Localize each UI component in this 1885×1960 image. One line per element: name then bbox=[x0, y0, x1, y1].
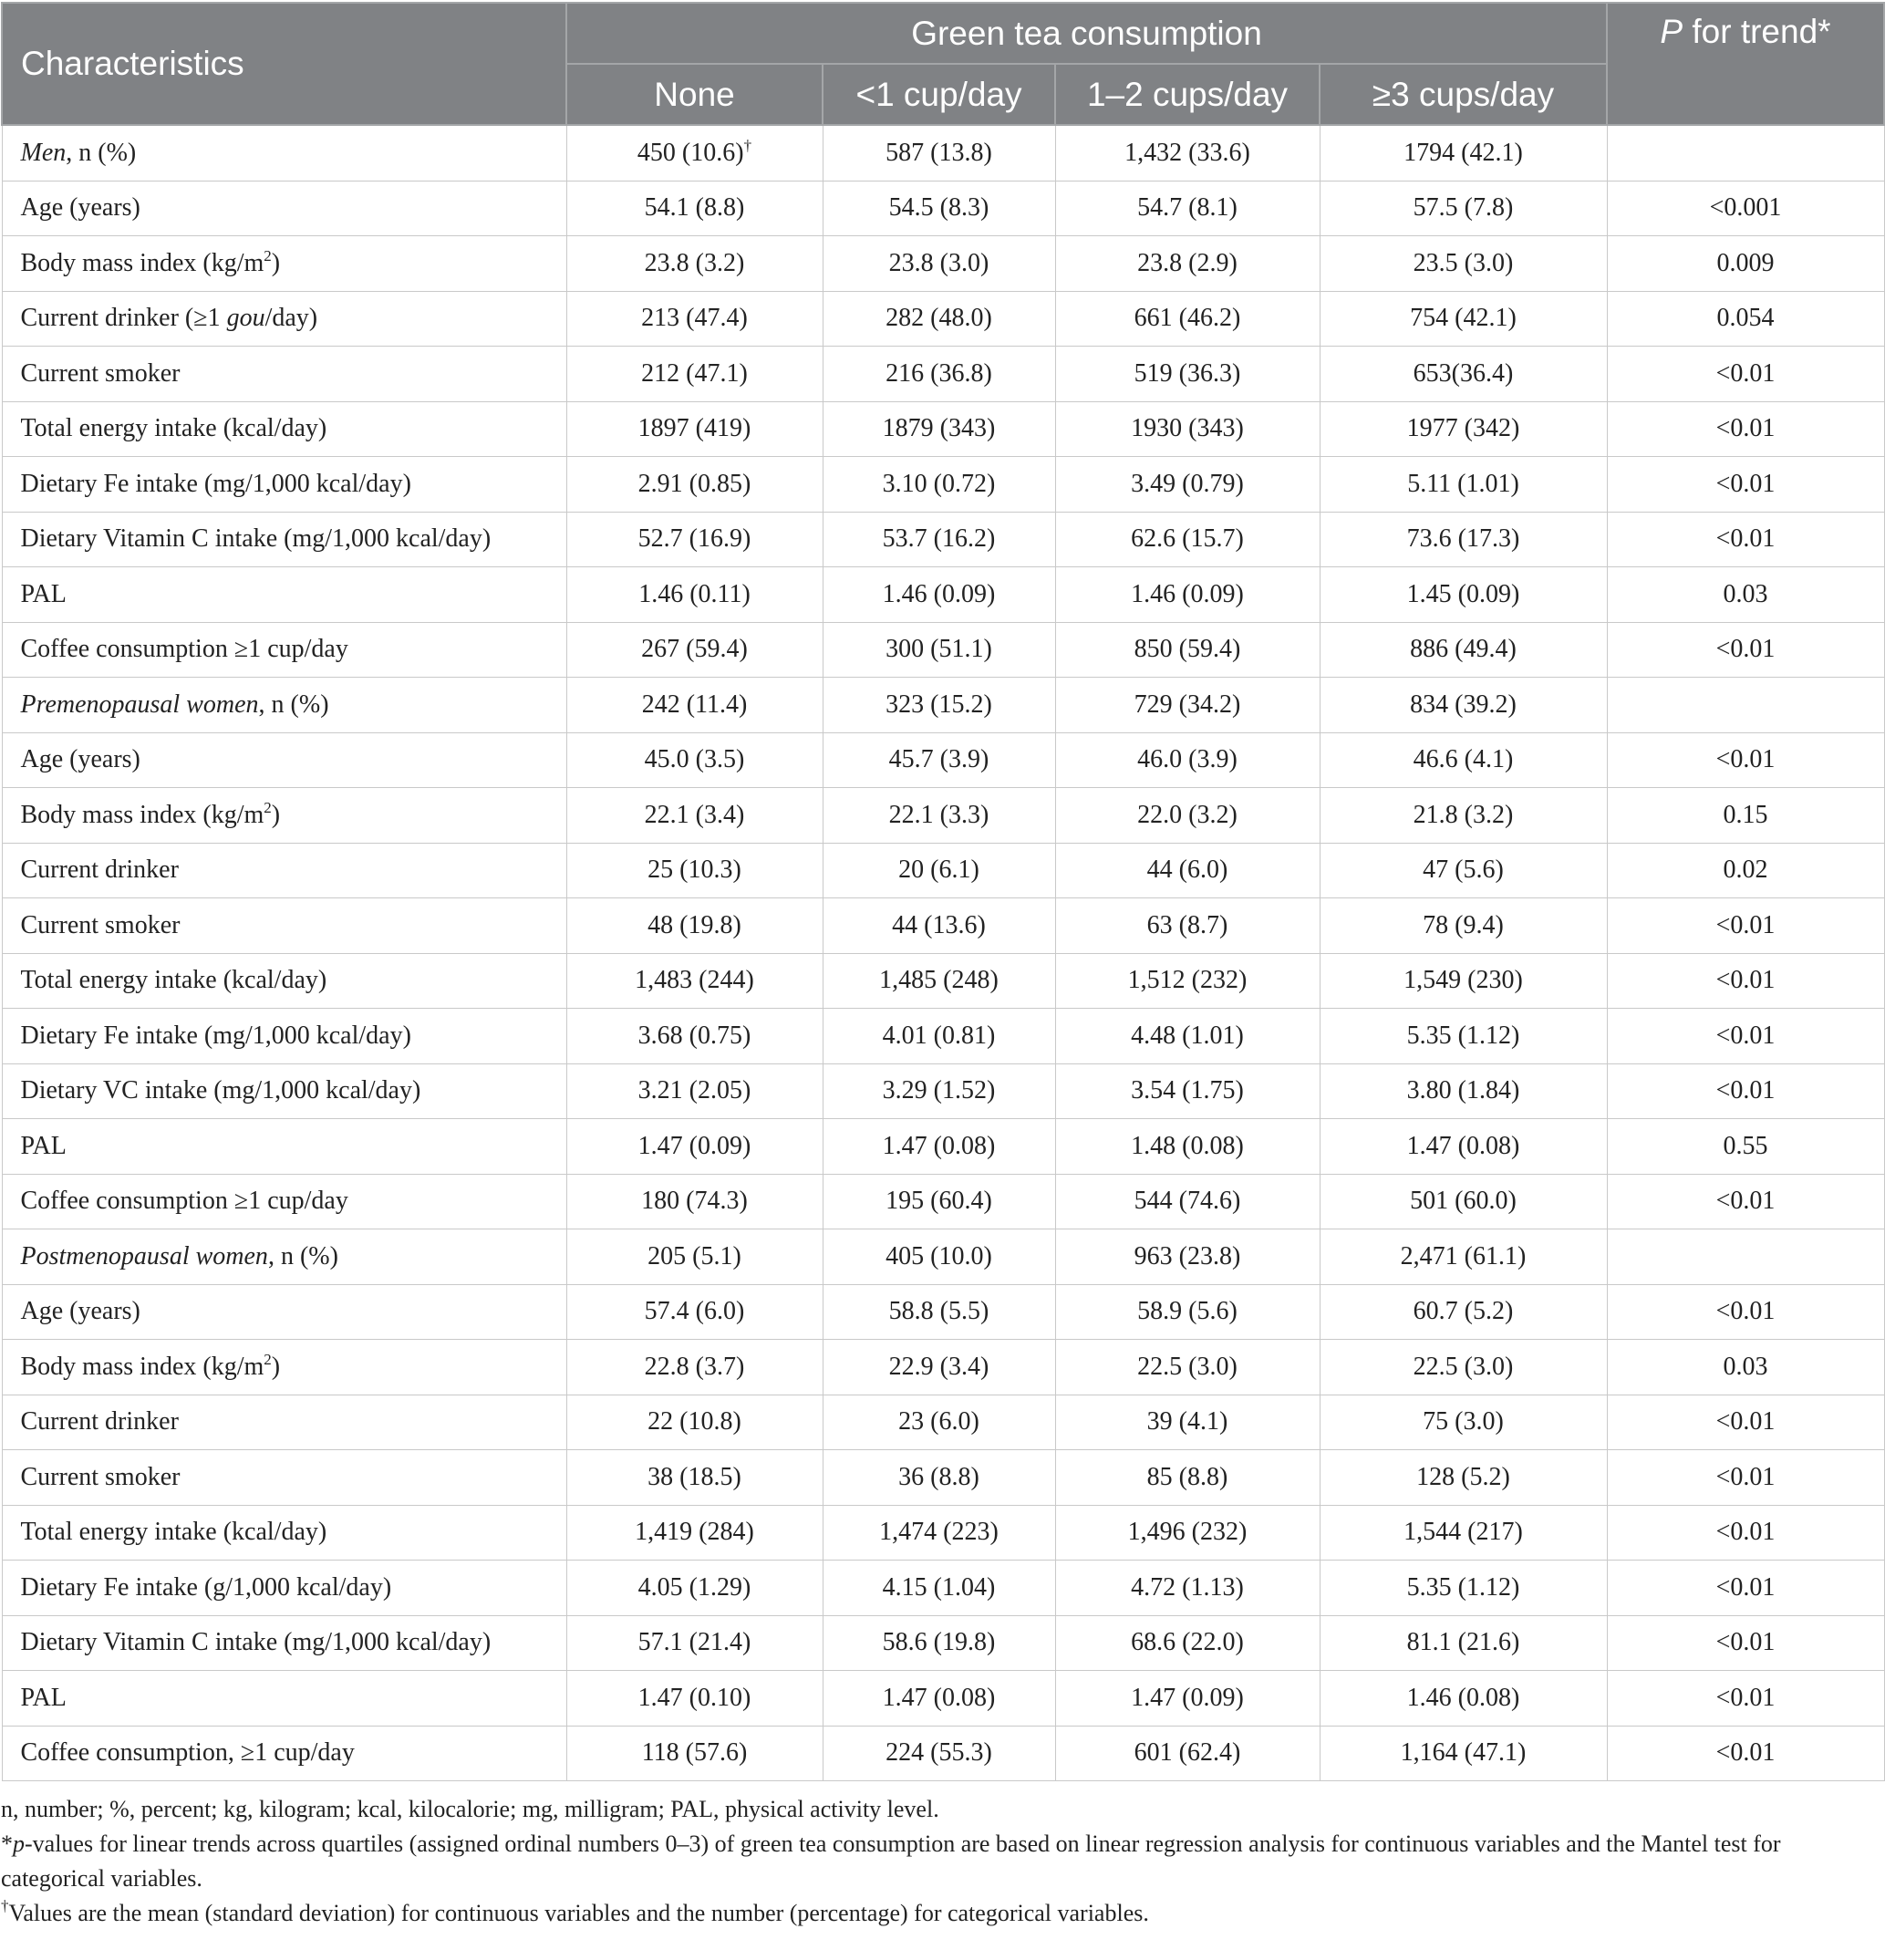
table-row bbox=[2, 732, 1884, 788]
data-cell: 46.6 (4.1) bbox=[1320, 732, 1607, 788]
table-row bbox=[2, 1119, 1884, 1175]
data-cell: 22.5 (3.0) bbox=[1055, 1340, 1320, 1395]
p-trend-cell: <0.01 bbox=[1607, 622, 1884, 678]
data-cell: 1897 (419) bbox=[566, 401, 823, 457]
data-cell: 58.8 (5.5) bbox=[823, 1284, 1055, 1340]
data-cell: 834 (39.2) bbox=[1320, 678, 1607, 733]
table-row bbox=[2, 401, 1884, 457]
p-trend-cell: 0.02 bbox=[1607, 843, 1884, 898]
data-cell: 300 (51.1) bbox=[823, 622, 1055, 678]
header-p-trend bbox=[1607, 3, 1884, 125]
data-cell: 23.8 (3.0) bbox=[823, 236, 1055, 292]
data-cell: 1.47 (0.08) bbox=[823, 1119, 1055, 1175]
data-cell: 23.8 (2.9) bbox=[1055, 236, 1320, 292]
data-cell: 54.5 (8.3) bbox=[823, 181, 1055, 236]
characteristics-table bbox=[1, 2, 1885, 1781]
data-cell: 22.1 (3.4) bbox=[566, 788, 823, 844]
p-trend-cell: <0.01 bbox=[1607, 401, 1884, 457]
data-cell: 20 (6.1) bbox=[823, 843, 1055, 898]
row-label: Current smoker bbox=[2, 347, 566, 402]
data-cell: 1,496 (232) bbox=[1055, 1505, 1320, 1561]
data-cell: 73.6 (17.3) bbox=[1320, 512, 1607, 567]
data-cell: 4.05 (1.29) bbox=[566, 1561, 823, 1616]
data-cell: 2.91 (0.85) bbox=[566, 457, 823, 513]
p-trend-cell bbox=[1607, 125, 1884, 181]
data-cell: 23.5 (3.0) bbox=[1320, 236, 1607, 292]
header-col-1to2: 1–2 cups/day bbox=[1055, 64, 1320, 125]
data-cell: 128 (5.2) bbox=[1320, 1450, 1607, 1506]
data-cell: 1.46 (0.09) bbox=[823, 567, 1055, 623]
data-cell: 4.48 (1.01) bbox=[1055, 1009, 1320, 1064]
data-cell: 1,419 (284) bbox=[566, 1505, 823, 1561]
data-cell: 52.7 (16.9) bbox=[566, 512, 823, 567]
row-label: Dietary Vitamin C intake (mg/1,000 kcal/day) bbox=[2, 1615, 566, 1671]
row-label: Body mass index $(kg/m^2)$ bbox=[2, 236, 566, 292]
data-cell: 213 (47.4) bbox=[566, 291, 823, 347]
data-cell: 1930 (343) bbox=[1055, 401, 1320, 457]
row-label: Dietary VC intake (mg/1,000 kcal/day) bbox=[2, 1063, 566, 1119]
data-cell: 1.46 (0.09) bbox=[1055, 567, 1320, 623]
table-row bbox=[2, 622, 1884, 678]
data-cell: 224 (55.3) bbox=[823, 1726, 1055, 1781]
row-label: Dietary Fe intake (g/1,000 kcal/day) bbox=[2, 1561, 566, 1616]
row-label: Dietary Vitamin C intake (mg/1,000 kcal/day) bbox=[2, 512, 566, 567]
data-cell: 282 (48.0) bbox=[823, 291, 1055, 347]
data-cell: 1,549 (230) bbox=[1320, 953, 1607, 1009]
data-cell: 323 (15.2) bbox=[823, 678, 1055, 733]
row-label: Coffee consumption ≥1 cup/day bbox=[2, 1174, 566, 1229]
data-cell: 195 (60.4) bbox=[823, 1174, 1055, 1229]
data-cell: 1.47 (0.08) bbox=[1320, 1119, 1607, 1175]
row-label: Body mass index $(kg/m^2)$ bbox=[2, 1340, 566, 1395]
p-trend-cell: <0.01 bbox=[1607, 1063, 1884, 1119]
table-body bbox=[2, 125, 1884, 1781]
row-label: Dietary Fe intake (mg/1,000 kcal/day) bbox=[2, 1009, 566, 1064]
data-cell: 1,474 (223) bbox=[823, 1505, 1055, 1561]
data-cell: 1,164 (47.1) bbox=[1320, 1726, 1607, 1781]
data-cell: 23.8 (3.2) bbox=[566, 236, 823, 292]
data-cell: 1,485 (248) bbox=[823, 953, 1055, 1009]
table-row bbox=[2, 1505, 1884, 1561]
data-cell: 267 (59.4) bbox=[566, 622, 823, 678]
table-row bbox=[2, 1284, 1884, 1340]
data-cell: 1.47 (0.08) bbox=[823, 1671, 1055, 1727]
p-trend-cell: <0.01 bbox=[1607, 1671, 1884, 1727]
data-cell: 44 (6.0) bbox=[1055, 843, 1320, 898]
table-row bbox=[2, 236, 1884, 292]
row-label: Age (years) bbox=[2, 181, 566, 236]
table-row bbox=[2, 512, 1884, 567]
table-row bbox=[2, 1671, 1884, 1727]
row-label: Current drinker bbox=[2, 1395, 566, 1450]
data-cell: 3.68 (0.75) bbox=[566, 1009, 823, 1064]
data-cell: 1794 (42.1) bbox=[1320, 125, 1607, 181]
data-cell: 1879 (343) bbox=[823, 401, 1055, 457]
header-characteristics: Characteristics bbox=[2, 3, 566, 125]
data-cell: 5.35 (1.12) bbox=[1320, 1009, 1607, 1064]
data-cell: 57.1 (21.4) bbox=[566, 1615, 823, 1671]
header-p-italic: P bbox=[1660, 13, 1683, 50]
data-cell: 205 (5.1) bbox=[566, 1229, 823, 1285]
data-cell: 38 (18.5) bbox=[566, 1450, 823, 1506]
header-col-lt1: <1 cup/day bbox=[823, 64, 1055, 125]
table-row bbox=[2, 125, 1884, 181]
table-row bbox=[2, 457, 1884, 513]
p-trend-cell: <0.01 bbox=[1607, 898, 1884, 954]
row-label: Coffee consumption ≥1 cup/day bbox=[2, 622, 566, 678]
data-cell: 405 (10.0) bbox=[823, 1229, 1055, 1285]
row-label: PAL bbox=[2, 1671, 566, 1727]
data-cell: 212 (47.1) bbox=[566, 347, 823, 402]
data-cell: 85 (8.8) bbox=[1055, 1450, 1320, 1506]
data-cell: 1.46 (0.08) bbox=[1320, 1671, 1607, 1727]
data-cell: 53.7 (16.2) bbox=[823, 512, 1055, 567]
data-cell: 44 (13.6) bbox=[823, 898, 1055, 954]
p-trend-cell: <0.01 bbox=[1607, 457, 1884, 513]
p-trend-cell: <0.01 bbox=[1607, 1726, 1884, 1781]
p-trend-cell: <0.01 bbox=[1607, 1395, 1884, 1450]
footnote-abbreviations: n, number; %, percent; kg, kilogram; kcal, kilocalorie; mg, milligram; PAL, physical activity level. bbox=[1, 1796, 939, 1822]
data-cell: 48 (19.8) bbox=[566, 898, 823, 954]
data-cell: 36 (8.8) bbox=[823, 1450, 1055, 1506]
data-cell: 754 (42.1) bbox=[1320, 291, 1607, 347]
table-footnotes bbox=[1, 1792, 1880, 1931]
table-row bbox=[2, 1561, 1884, 1616]
row-label: Dietary Fe intake (mg/1,000 kcal/day) bbox=[2, 457, 566, 513]
data-cell: 22.5 (3.0) bbox=[1320, 1340, 1607, 1395]
row-label: Total energy intake (kcal/day) bbox=[2, 953, 566, 1009]
table-row bbox=[2, 1726, 1884, 1781]
data-cell: 22 (10.8) bbox=[566, 1395, 823, 1450]
data-cell: 1,432 (33.6) bbox=[1055, 125, 1320, 181]
table-row bbox=[2, 953, 1884, 1009]
data-cell: 21.8 (3.2) bbox=[1320, 788, 1607, 844]
data-cell: 45.7 (3.9) bbox=[823, 732, 1055, 788]
table-row bbox=[2, 347, 1884, 402]
data-cell: 23 (6.0) bbox=[823, 1395, 1055, 1450]
table-row bbox=[2, 843, 1884, 898]
row-label: PAL bbox=[2, 567, 566, 623]
data-cell: 1.47 (0.09) bbox=[1055, 1671, 1320, 1727]
data-cell: 729 (34.2) bbox=[1055, 678, 1320, 733]
data-cell: 58.9 (5.6) bbox=[1055, 1284, 1320, 1340]
row-label: Current drinker (≥1 gou/day) bbox=[2, 291, 566, 347]
table-row bbox=[2, 1063, 1884, 1119]
row-label: Age (years) bbox=[2, 1284, 566, 1340]
table-row bbox=[2, 567, 1884, 623]
data-cell: 450 (10.6)† bbox=[566, 125, 823, 181]
p-trend-cell: <0.001 bbox=[1607, 181, 1884, 236]
data-cell: 47 (5.6) bbox=[1320, 843, 1607, 898]
p-trend-cell bbox=[1607, 1229, 1884, 1285]
table-row bbox=[2, 1450, 1884, 1506]
table-row bbox=[2, 898, 1884, 954]
header-col-ge3: ≥3 cups/day bbox=[1320, 64, 1607, 125]
data-cell: 963 (23.8) bbox=[1055, 1229, 1320, 1285]
table-row bbox=[2, 788, 1884, 844]
p-trend-cell: <0.01 bbox=[1607, 1284, 1884, 1340]
p-trend-cell bbox=[1607, 678, 1884, 733]
data-cell: 1.48 (0.08) bbox=[1055, 1119, 1320, 1175]
data-cell: 4.72 (1.13) bbox=[1055, 1561, 1320, 1616]
data-cell: 3.80 (1.84) bbox=[1320, 1063, 1607, 1119]
data-cell: 601 (62.4) bbox=[1055, 1726, 1320, 1781]
data-cell: 22.0 (3.2) bbox=[1055, 788, 1320, 844]
data-cell: 3.21 (2.05) bbox=[566, 1063, 823, 1119]
table-row bbox=[2, 1174, 1884, 1229]
data-cell: 22.8 (3.7) bbox=[566, 1340, 823, 1395]
table-row bbox=[2, 291, 1884, 347]
data-cell: 58.6 (19.8) bbox=[823, 1615, 1055, 1671]
p-trend-cell: <0.01 bbox=[1607, 512, 1884, 567]
data-cell: 118 (57.6) bbox=[566, 1726, 823, 1781]
row-label: Coffee consumption, ≥1 cup/day bbox=[2, 1726, 566, 1781]
data-cell: 3.49 (0.79) bbox=[1055, 457, 1320, 513]
table-row bbox=[2, 1340, 1884, 1395]
p-trend-cell: <0.01 bbox=[1607, 1009, 1884, 1064]
row-label: Current smoker bbox=[2, 898, 566, 954]
data-cell: 501 (60.0) bbox=[1320, 1174, 1607, 1229]
data-cell: 653(36.4) bbox=[1320, 347, 1607, 402]
data-cell: 4.01 (0.81) bbox=[823, 1009, 1055, 1064]
row-label: Total energy intake (kcal/day) bbox=[2, 401, 566, 457]
row-label: PAL bbox=[2, 1119, 566, 1175]
data-cell: 1.47 (0.10) bbox=[566, 1671, 823, 1727]
data-cell: 63 (8.7) bbox=[1055, 898, 1320, 954]
data-cell: 1.46 (0.11) bbox=[566, 567, 823, 623]
table-header bbox=[2, 3, 1884, 125]
header-col-none: None bbox=[566, 64, 823, 125]
p-trend-cell: <0.01 bbox=[1607, 347, 1884, 402]
table-row bbox=[2, 1615, 1884, 1671]
table-row bbox=[2, 181, 1884, 236]
data-cell: 22.1 (3.3) bbox=[823, 788, 1055, 844]
data-cell: 180 (74.3) bbox=[566, 1174, 823, 1229]
row-label: Premenopausal women, n (%) bbox=[2, 678, 566, 733]
data-cell: 81.1 (21.6) bbox=[1320, 1615, 1607, 1671]
data-cell: 46.0 (3.9) bbox=[1055, 732, 1320, 788]
p-trend-cell: <0.01 bbox=[1607, 1615, 1884, 1671]
data-cell: 54.7 (8.1) bbox=[1055, 181, 1320, 236]
data-cell: 3.54 (1.75) bbox=[1055, 1063, 1320, 1119]
data-cell: 661 (46.2) bbox=[1055, 291, 1320, 347]
row-label: Men, n (%) bbox=[2, 125, 566, 181]
row-label: Postmenopausal women, n (%) bbox=[2, 1229, 566, 1285]
data-cell: 57.4 (6.0) bbox=[566, 1284, 823, 1340]
data-cell: 1,544 (217) bbox=[1320, 1505, 1607, 1561]
table-row bbox=[2, 1395, 1884, 1450]
p-trend-cell: <0.01 bbox=[1607, 1561, 1884, 1616]
data-cell: 39 (4.1) bbox=[1055, 1395, 1320, 1450]
p-trend-cell: <0.01 bbox=[1607, 732, 1884, 788]
row-label: Current drinker bbox=[2, 843, 566, 898]
data-cell: 1,483 (244) bbox=[566, 953, 823, 1009]
data-cell: 57.5 (7.8) bbox=[1320, 181, 1607, 236]
row-label: Age (years) bbox=[2, 732, 566, 788]
data-cell: 3.10 (0.72) bbox=[823, 457, 1055, 513]
table-row bbox=[2, 678, 1884, 733]
data-cell: 587 (13.8) bbox=[823, 125, 1055, 181]
data-cell: 25 (10.3) bbox=[566, 843, 823, 898]
data-cell: 1,512 (232) bbox=[1055, 953, 1320, 1009]
p-trend-cell: <0.01 bbox=[1607, 1174, 1884, 1229]
data-cell: 68.6 (22.0) bbox=[1055, 1615, 1320, 1671]
data-cell: 544 (74.6) bbox=[1055, 1174, 1320, 1229]
p-trend-cell: 0.15 bbox=[1607, 788, 1884, 844]
data-cell: 1977 (342) bbox=[1320, 401, 1607, 457]
p-trend-cell: 0.009 bbox=[1607, 236, 1884, 292]
header-green-tea-group: Green tea consumption bbox=[566, 3, 1607, 64]
p-trend-cell: 0.03 bbox=[1607, 1340, 1884, 1395]
table-row bbox=[2, 1009, 1884, 1064]
p-trend-cell: 0.55 bbox=[1607, 1119, 1884, 1175]
p-trend-cell: 0.03 bbox=[1607, 567, 1884, 623]
data-cell: 2,471 (61.1) bbox=[1320, 1229, 1607, 1285]
data-cell: 5.35 (1.12) bbox=[1320, 1561, 1607, 1616]
row-label: Current smoker bbox=[2, 1450, 566, 1506]
data-cell: 78 (9.4) bbox=[1320, 898, 1607, 954]
data-cell: 60.7 (5.2) bbox=[1320, 1284, 1607, 1340]
header-p-rest: for trend* bbox=[1683, 13, 1831, 50]
row-label: Total energy intake (kcal/day) bbox=[2, 1505, 566, 1561]
data-cell: 54.1 (8.8) bbox=[566, 181, 823, 236]
table-row bbox=[2, 1229, 1884, 1285]
data-cell: 886 (49.4) bbox=[1320, 622, 1607, 678]
row-label: Body mass index $(kg/m^2)$ bbox=[2, 788, 566, 844]
data-cell: 4.15 (1.04) bbox=[823, 1561, 1055, 1616]
p-trend-cell: <0.01 bbox=[1607, 1505, 1884, 1561]
data-cell: 216 (36.8) bbox=[823, 347, 1055, 402]
p-trend-cell: <0.01 bbox=[1607, 953, 1884, 1009]
footnote-values: †Values are the mean (standard deviation) for continuous variables and the number (percentage) for categorical variables. bbox=[1, 1897, 1149, 1926]
data-cell: 62.6 (15.7) bbox=[1055, 512, 1320, 567]
data-cell: 22.9 (3.4) bbox=[823, 1340, 1055, 1395]
data-cell: 850 (59.4) bbox=[1055, 622, 1320, 678]
header-row-1 bbox=[2, 3, 1884, 64]
data-cell: 75 (3.0) bbox=[1320, 1395, 1607, 1450]
data-cell: 1.45 (0.09) bbox=[1320, 567, 1607, 623]
footnote-pvalues: *p-values for linear trends across quartiles (assigned ordinal numbers 0–3) of green tea consumption are based on linear regression analysis for continuous variables and the Mantel test for categorical variables. bbox=[1, 1830, 1781, 1892]
p-trend-cell: <0.01 bbox=[1607, 1450, 1884, 1506]
data-cell: 45.0 (3.5) bbox=[566, 732, 823, 788]
data-cell: 519 (36.3) bbox=[1055, 347, 1320, 402]
data-cell: 3.29 (1.52) bbox=[823, 1063, 1055, 1119]
data-cell: 1.47 (0.09) bbox=[566, 1119, 823, 1175]
data-cell: 242 (11.4) bbox=[566, 678, 823, 733]
data-cell: 5.11 (1.01) bbox=[1320, 457, 1607, 513]
p-trend-cell: 0.054 bbox=[1607, 291, 1884, 347]
